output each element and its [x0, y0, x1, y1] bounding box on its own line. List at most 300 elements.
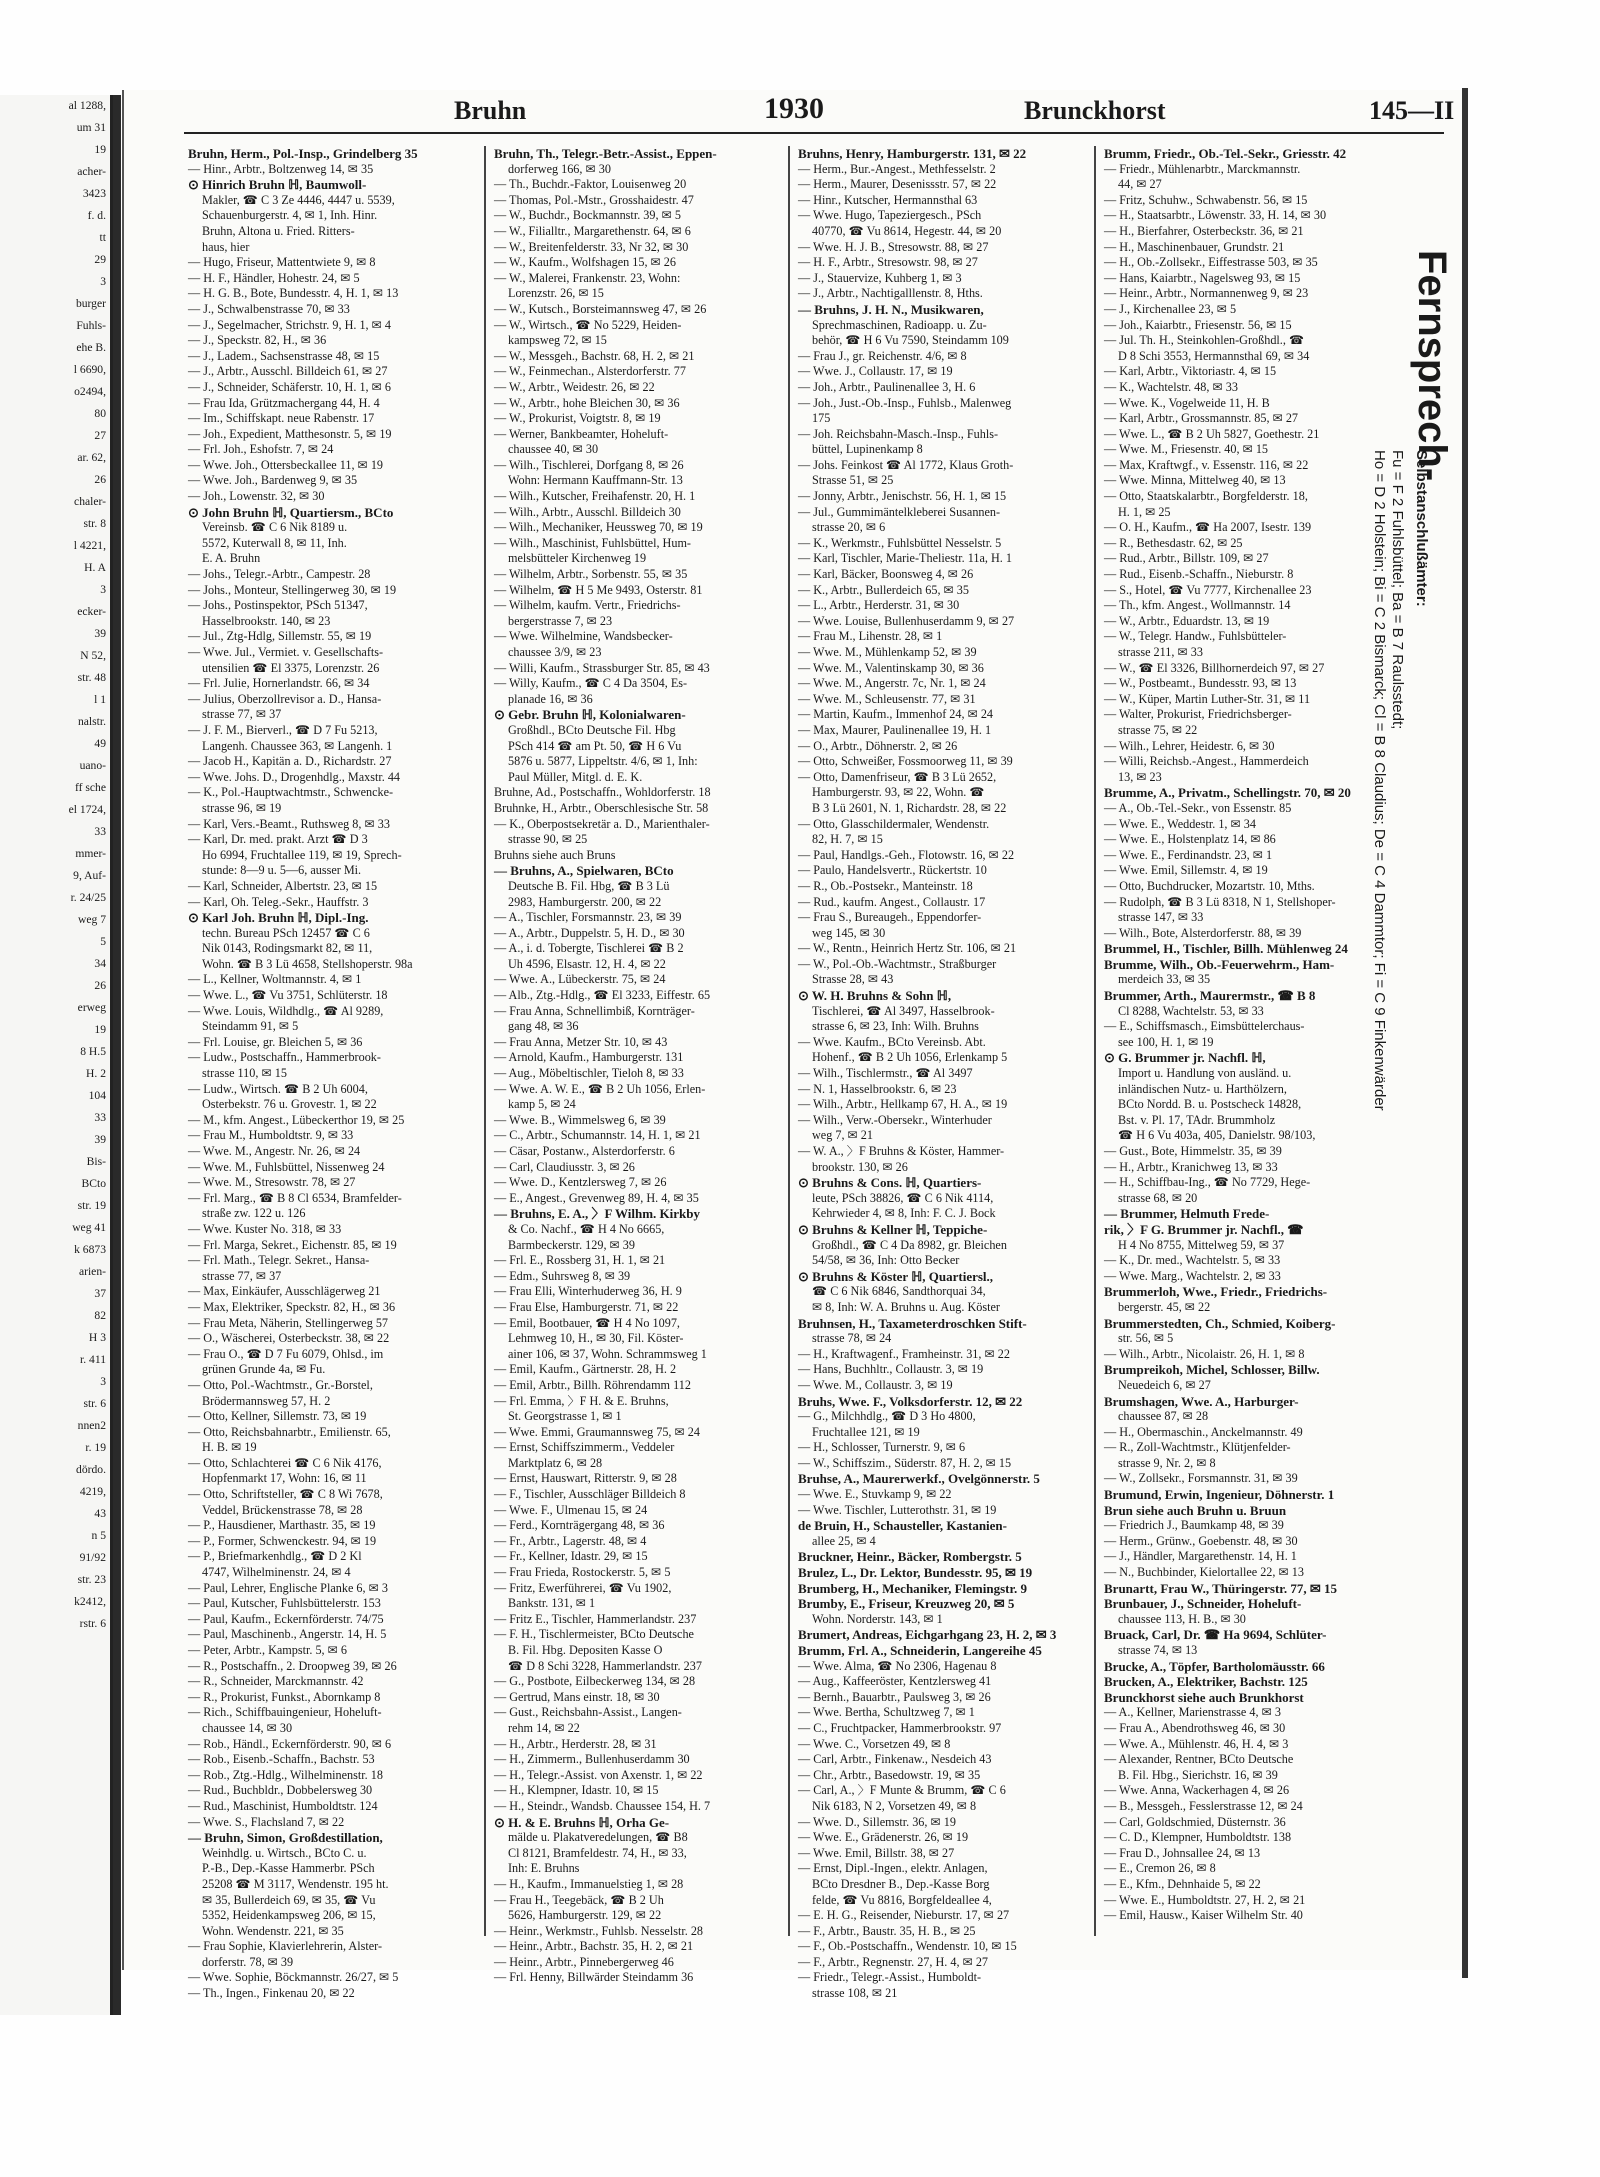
directory-entry: weg 145, ✉ 30: [812, 925, 886, 940]
directory-entry: — Jul., Ztg-Hdlg, Sillemstr. 55, ✉ 19: [188, 629, 372, 644]
directory-entry: — G., Milchhdlg., ☎ D 3 Ho 4800,: [798, 1409, 976, 1424]
directory-entry: — Wwe. Kuster No. 318, ✉ 33: [188, 1221, 342, 1236]
page-edge: [1462, 88, 1468, 1978]
directory-entry: — E., Kfm., Dehnhaide 5, ✉ 22: [1104, 1876, 1261, 1891]
directory-entry: — Carl, Arbtr., Finkenaw., Nesdeich 43: [798, 1752, 992, 1767]
directory-entry: — W., Arbtr., hohe Bleichen 30, ✉ 36: [494, 395, 680, 410]
directory-entry: — Th., Buchdr.-Faktor, Louisenweg 20: [494, 177, 687, 192]
directory-entry: — Heinr., Arbtr., Normannenweg 9, ✉ 23: [1104, 286, 1309, 301]
directory-entry: — Wilh., Bote, Alsterdorferstr. 88, ✉ 39: [1104, 925, 1302, 940]
directory-entry: — Emil, Bootbauer, ☎ H 4 No 1097,: [494, 1315, 680, 1330]
directory-entry: — J., Stauervize, Kuhberg 1, ✉ 3: [798, 270, 962, 285]
directory-entry: — Otto, Schlachterei ☎ C 6 Nik 4176,: [188, 1455, 382, 1470]
telephone-exchange-sidebar: [1371, 250, 1464, 1650]
directory-entry: 5876 u. 5877, Lippeltstr. 4/6, ✉ 1, Inh:: [508, 754, 698, 769]
directory-entry: B. Fil. Hbg., Sierichstr. 16, ✉ 39: [1118, 1767, 1278, 1782]
directory-entry: — Wwe. Minna, Mittelweg 40, ✉ 13: [1104, 473, 1286, 488]
directory-entry: — Wwe. Sophie, Böckmannstr. 26/27, ✉ 5: [188, 1970, 399, 1985]
directory-entry: — Rudolph, ☎ B 3 Lü 8318, N 1, Stellshoper-: [1104, 894, 1336, 909]
directory-entry: — Wwe. L., ☎ B 2 Uh 5827, Goethestr. 21: [1104, 426, 1320, 441]
directory-entry: — Paul, Handlgs.-Geh., Flotowstr. 16, ✉ 22: [798, 847, 1015, 862]
directory-entry: — W., Kaufm., Wolfshagen 15, ✉ 26: [494, 255, 676, 270]
header-rule: [184, 132, 1444, 134]
previous-page-text-fragment: ff sche: [74, 781, 106, 794]
directory-entry: — Willi, Reichsb.-Angest., Hammerdeich: [1104, 754, 1309, 769]
directory-entry: Wohn. Norderstr. 143, ✉ 1: [812, 1611, 943, 1626]
directory-entry: Import u. Handlung von ausländ. u.: [1118, 1066, 1292, 1081]
directory-entry: H 4 No 8755, Mittelweg 59, ✉ 37: [1118, 1237, 1285, 1252]
directory-entry: Brumby, E., Friseur, Kreuzweg 20, ✉ 5: [798, 1596, 1015, 1612]
previous-page-text-fragment: l 6690,: [73, 363, 106, 376]
directory-entry: Brucke, A., Töpfer, Bartholomäusstr. 66: [1104, 1658, 1325, 1674]
directory-entry: — Wilh., Tischlerei, Dorfgang 8, ✉ 26: [494, 457, 684, 472]
directory-entry: — Th., kfm. Angest., Wollmannstr. 14: [1104, 598, 1291, 613]
column-divider: [1094, 146, 1096, 1936]
directory-entry: — Bernh., Bauarbtr., Paulsweg 3, ✉ 26: [798, 1689, 991, 1704]
directory-entry: melsbütteler Kirchenweg 19: [508, 551, 647, 566]
directory-entry: Makler, ☎ C 3 Ze 4446, 4447 u. 5539,: [202, 192, 395, 207]
directory-entry: — Wwe. M., Schleusenstr. 77, ✉ 31: [798, 691, 976, 706]
directory-entry: Nik 6183, N 2, Vorsetzen 49, ✉ 8: [812, 1798, 977, 1813]
directory-entry: — H., Schiffbau-Ing., ☎ No 7729, Hege-: [1104, 1175, 1311, 1190]
previous-page-text-fragment: str. 48: [77, 671, 106, 684]
directory-entry: 175: [812, 411, 831, 426]
directory-entry: strasse 68, ✉ 20: [1118, 1190, 1198, 1205]
directory-entry: — Wwe. Tischler, Lutterothstr. 31, ✉ 19: [798, 1502, 997, 1517]
directory-entry: Großhdl., ☎ C 4 Da 8982, gr. Bleichen: [812, 1237, 1007, 1252]
previous-page-text-fragment: 26: [94, 979, 106, 992]
previous-page-text-fragment: str. 19: [77, 1199, 106, 1212]
directory-entry: — Wwe. Anna, Wackerhagen 4, ✉ 26: [1104, 1783, 1290, 1798]
directory-entry: — A., i. d. Tobergte, Tischlerei ☎ B 2: [494, 941, 684, 956]
directory-entry: — Wwe. J., Collaustr. 17, ✉ 19: [798, 364, 953, 379]
directory-entry: — Rob., Ztg.-Hdlg., Wilhelminenstr. 18: [188, 1767, 383, 1782]
previous-page-text-fragment: r. 24/25: [70, 891, 106, 904]
directory-entry: — Paul, Maschinenb., Angerstr. 14, H. 5: [188, 1627, 387, 1642]
previous-page-text-fragment: um 31: [76, 121, 106, 134]
previous-page-text-fragment: chaler-: [74, 495, 106, 508]
directory-entry: Brumert, Andreas, Eichgarhgang 23, H. 2, ✉ 3: [798, 1627, 1057, 1643]
previous-page-text-fragment: 9, Auf-: [73, 869, 106, 882]
directory-entry: Brumund, Erwin, Ingenieur, Döhnerstr. 1: [1104, 1487, 1335, 1503]
directory-entry: — Frau D., Johnsallee 24, ✉ 13: [1104, 1845, 1261, 1860]
directory-entry: — Bruhns, J. H. N., Musikwaren,: [798, 301, 984, 317]
previous-page-text-fragment: 33: [94, 825, 106, 838]
directory-entry: — W., ☎ El 3326, Billhornerdeich 97, ✉ 27: [1104, 660, 1325, 675]
directory-entry: — Frau Anna, Metzer Str. 10, ✉ 43: [494, 1034, 668, 1049]
directory-entry: — Wwe. Emil, Billstr. 38, ✉ 27: [798, 1845, 955, 1860]
directory-entry: Hopfenmarkt 17, Wohn: 16, ✉ 11: [202, 1471, 367, 1486]
directory-entry: — K., Werkmstr., Fuhlsbüttel Nesselstr. 5: [798, 535, 1002, 550]
directory-entry: ⊙ G. Brummer jr. Nachfl. ℍ,: [1104, 1050, 1266, 1066]
directory-entry: — Wwe. Johs. D., Drogenhdlg., Maxstr. 44: [188, 769, 401, 784]
directory-entry: — W., Arbtr., Eduardstr. 13, ✉ 19: [1104, 613, 1270, 628]
directory-entry: — H., Telegr.-Assist. von Axenstr. 1, ✉ 22: [494, 1767, 703, 1782]
previous-page-text-fragment: 39: [94, 627, 106, 640]
directory-entry: — Frl. Julie, Hornerlandstr. 66, ✉ 34: [188, 676, 370, 691]
directory-entry: büttel, Lupinenkamp 8: [812, 442, 923, 457]
directory-entry: strasse 211, ✉ 33: [1118, 645, 1203, 659]
directory-entry: P.-B., Dep.-Kasse Hammerbr. PSch: [202, 1861, 375, 1876]
directory-entry: — Jul., Gummimäntelkleberei Susannen-: [798, 504, 1001, 519]
directory-entry: — Peter, Arbtr., Kampstr. 5, ✉ 6: [188, 1643, 348, 1657]
directory-entry: — G., Postbote, Eilbeckerweg 134, ✉ 28: [494, 1674, 696, 1689]
directory-entry: see 100, H. 1, ✉ 19: [1118, 1034, 1214, 1049]
directory-entry: planade 16, ✉ 36: [508, 691, 593, 706]
previous-page-text-fragment: burger: [75, 297, 106, 310]
directory-entry: ⊙ Hinrich Bruhn ℍ, Baumwoll-: [188, 177, 367, 193]
directory-entry: — Emil, Hausw., Kaiser Wilhelm Str. 40: [1104, 1908, 1303, 1923]
previous-page-text-fragment: 4219,: [79, 1485, 106, 1498]
directory-entry: — Max, Kraftwgf., v. Essenstr. 116, ✉ 22: [1104, 457, 1309, 472]
directory-entry: — F., Arbtr., Baustr. 35, H. B., ✉ 25: [798, 1923, 976, 1938]
directory-entry: — Karl, Tischler, Marie-Theliestr. 11a, H. 1: [798, 551, 1012, 566]
previous-page-text-fragment: 19: [94, 143, 106, 156]
directory-entry: — Frl. Henny, Billwärder Steindamm 36: [494, 1970, 694, 1985]
directory-entry: — Rich., Schiffbauingenieur, Hoheluft-: [188, 1705, 382, 1720]
sidebar-exchange-list: Ho = D 2 Holstein; Bi = C 2 Bismarck; Cl = B 8 Claudius; De = C 4 Dammtor; Fi = C 9 Finkenwärder: [1371, 450, 1388, 1111]
directory-entry: — P., Briefmarkenhdlg., ☎ D 2 Kl: [188, 1549, 362, 1564]
directory-entry: dorferstr. 78, ✉ 39: [202, 1954, 294, 1969]
previous-page-text-fragment: H 3: [88, 1331, 106, 1344]
directory-entry: — H., Maschinenbauer, Grundstr. 21: [1104, 239, 1285, 254]
directory-entry: — Gust., Bote, Himmelstr. 35, ✉ 39: [1104, 1144, 1282, 1158]
directory-entry: — Rud., kaufm. Angest., Collaustr. 17: [798, 894, 986, 909]
directory-entry: — Aug., Kaffeeröster, Kentzlersweg 41: [798, 1674, 992, 1689]
directory-entry: — Emil, Kaufm., Gärtnerstr. 28, H. 2: [494, 1362, 677, 1377]
directory-entry: — Heinr., Arbtr., Bachstr. 35, H. 2, ✉ 21: [494, 1939, 694, 1954]
directory-entry: — H., Kaufm., Immanuelstieg 1, ✉ 28: [494, 1876, 684, 1891]
directory-entry: Brumshagen, Wwe. A., Harburger-: [1104, 1393, 1299, 1409]
directory-entry: — F. H., Tischlermeister, BCto Deutsche: [494, 1627, 694, 1642]
directory-entry: ☎ C 6 Nik 6846, Sandthorquai 34,: [812, 1284, 986, 1299]
directory-entry: BCto Dresdner B., Dep.-Kasse Borg: [812, 1876, 990, 1891]
directory-entry: — Willi, Kaufm., Strassburger Str. 85, ✉ 43: [494, 660, 710, 675]
directory-entry: strasse 20, ✉ 6: [812, 520, 886, 535]
directory-entry: — Wilh., Kutscher, Freihafenstr. 20, H. 1: [494, 489, 696, 504]
directory-entry: — A., Arbtr., Duppelstr. 5, H. D., ✉ 30: [494, 925, 685, 940]
directory-entry: Bruhn, Altona u. Fried. Ritters-: [202, 223, 355, 238]
directory-entry: — Johs., Postinspektor, PSch 51347,: [188, 598, 368, 613]
previous-page-text-fragment: 82: [94, 1309, 106, 1322]
directory-entry: Lehmweg 10, H., ✉ 30, Fil. Köster-: [508, 1331, 684, 1346]
directory-entry: — H. G. B., Bote, Bundesstr. 4, H. 1, ✉ 13: [188, 286, 399, 301]
directory-entry: behör, ☎ H 6 Vu 7590, Steindamm 109: [812, 333, 1009, 348]
directory-entry: — Arnold, Kaufm., Hamburgerstr. 131: [494, 1050, 684, 1065]
directory-entry: strasse 108, ✉ 21: [812, 1986, 898, 2001]
previous-page-text-fragment: 33: [94, 1111, 106, 1124]
directory-entry: — W., Feinmechan., Alsterdorferstr. 77: [494, 364, 686, 379]
previous-page-text-fragment: 19: [94, 1023, 106, 1036]
directory-entry: — Gust., Reichsbahn-Assist., Langen-: [494, 1705, 682, 1720]
directory-entry: Ho 6994, Fruchtallee 119, ✉ 19, Sprech-: [202, 847, 402, 862]
directory-entry: — Frl. Marga, Sekret., Eichenstr. 85, ✉ 19: [188, 1237, 397, 1252]
directory-entry: Fruchtallee 121, ✉ 19: [812, 1424, 920, 1439]
previous-page-text-fragment: 43: [94, 1507, 106, 1520]
directory-entry: Bruhne, Ad., Postschaffn., Wohldorferstr. 18: [494, 785, 711, 800]
directory-entry: — Wilh., Verw.-Obersekr., Winterhuder: [798, 1112, 992, 1127]
directory-entry: Osterbekstr. 76 u. Grovestr. 1, ✉ 22: [202, 1097, 377, 1112]
directory-column-3: [798, 146, 1088, 2001]
directory-entry: Hamburgerstr. 93, ✉ 22, Wohn. ☎: [812, 785, 985, 800]
directory-entry: — W., Kutsch., Borsteimannsweg 47, ✉ 26: [494, 301, 707, 316]
directory-entry: — Fr., Arbtr., Lagerstr. 48, ✉ 4: [494, 1533, 647, 1548]
directory-entry: Brummer, Arth., Maurermstr., ☎ B 8: [1104, 988, 1316, 1004]
directory-entry: chaussee 113, H. B., ✉ 30: [1118, 1611, 1246, 1626]
directory-entry: strasse 96, ✉ 19: [202, 800, 282, 815]
directory-entry: PSch 414 ☎ am Pt. 50, ☎ H 6 Vu: [508, 738, 682, 753]
directory-entry: ⊙ Gebr. Bruhn ℍ, Kolonialwaren-: [494, 707, 686, 723]
directory-entry: — Willy, Kaufm., ☎ C 4 Da 3504, Es-: [494, 676, 688, 691]
directory-entry: Bst. v. Pl. 17, TAdr. Brummholz: [1118, 1112, 1276, 1127]
previous-page-text-fragment: 37: [94, 1287, 106, 1300]
previous-page-text-fragment: 80: [94, 407, 106, 420]
directory-entry: rik, 〉F G. Brummer jr. Nachfl., ☎: [1104, 1221, 1304, 1237]
directory-entry: — F., Ob.-Postschaffn., Wendenstr. 10, ✉ 15: [798, 1939, 1017, 1954]
directory-entry: ✉ 35, Bullerdeich 69, ✉ 35, ☎ Vu: [202, 1892, 376, 1907]
directory-entry: — Wwe. Emil, Sillemstr. 4, ✉ 19: [1104, 863, 1268, 878]
directory-entry: 25208 ☎ M 3117, Wendenstr. 195 ht.: [202, 1876, 389, 1891]
directory-entry: — Wwe. Louise, Bullenhuserdamm 9, ✉ 27: [798, 613, 1015, 628]
directory-entry: — Wwe. B., Wimmelsweg 6, ✉ 39: [494, 1112, 666, 1127]
directory-entry: ⊙ Bruhns & Köster ℍ, Quartiersl.,: [798, 1268, 994, 1284]
directory-entry: — Wwe. Joh., Bardenweg 9, ✉ 35: [188, 473, 358, 488]
directory-entry: Paul Müller, Mitgl. d. E. K.: [508, 769, 643, 784]
directory-entry: — Herm., Maurer, Desenissstr. 57, ✉ 22: [798, 177, 997, 192]
previous-page-text-fragment: r. 411: [80, 1353, 106, 1366]
book-gutter: [113, 95, 121, 2015]
directory-entry: — Friedrich J., Baumkamp 48, ✉ 39: [1104, 1518, 1284, 1533]
directory-entry: — H., Obermaschin., Anckelmannstr. 49: [1104, 1424, 1303, 1439]
previous-page-text-fragment: N 52,: [80, 649, 106, 662]
directory-entry: Cl 8121, Bramfeldestr. 74, H., ✉ 33,: [508, 1845, 687, 1860]
directory-entry: — Karl, Arbtr., Viktoriastr. 4, ✉ 15: [1104, 364, 1277, 379]
directory-entry: & Co. Nachf., ☎ H 4 No 6665,: [508, 1221, 665, 1236]
directory-entry: Bruack, Carl, Dr. ☎ Ha 9694, Schlüter-: [1104, 1627, 1327, 1643]
directory-entry: Neuedeich 6, ✉ 27: [1118, 1377, 1211, 1392]
directory-entry: — H., Arbtr., Kranichweg 13, ✉ 33: [1104, 1159, 1278, 1174]
previous-page-text-fragment: 3: [100, 275, 106, 288]
directory-page: [122, 90, 1464, 2001]
previous-page-text-fragment: H. 2: [86, 1067, 106, 1080]
directory-entry: Hohenf., ☎ B 2 Uh 1056, Erlenkamp 5: [812, 1050, 1008, 1065]
directory-entry: — Wwe. Louis, Wildhdlg., ☎ Al 9289,: [188, 1003, 384, 1018]
directory-entry: — J., Händler, Margarethenstr. 14, H. 1: [1104, 1549, 1297, 1564]
directory-entry: — J., Ladem., Sachsenstrasse 48, ✉ 15: [188, 348, 380, 363]
directory-entry: — Wwe. Jul., Vermiet. v. Gesellschafts-: [188, 645, 384, 659]
directory-entry: 2983, Hamburgerstr. 200, ✉ 22: [508, 894, 662, 909]
directory-entry: — Frau Anna, Schnellimbiß, Kornträger-: [494, 1003, 695, 1018]
directory-entry: — Heinr., Arbtr., Pinnebergerweg 46: [494, 1954, 674, 1969]
directory-entry: Bruhns siehe auch Bruns: [494, 847, 616, 862]
directory-entry: — Werner, Bankbeamter, Hoheluft-: [494, 426, 669, 441]
directory-entry: — W., Küper, Martin Luther-Str. 31, ✉ 11: [1104, 691, 1311, 706]
directory-entry: ⊙ Bruhns & Cons. ℍ, Quartiers-: [798, 1175, 982, 1191]
directory-entry: — Wilh., Mechaniker, Heussweg 70, ✉ 19: [494, 520, 703, 535]
directory-entry: — W., Messgeh., Bachstr. 68, H. 2, ✉ 21: [494, 348, 695, 363]
previous-page-text-fragment: nnen2: [77, 1419, 106, 1432]
directory-entry: Sprechmaschinen, Radioapp. u. Zu-: [812, 317, 987, 332]
directory-entry: — J., Schwalbenstrasse 70, ✉ 33: [188, 301, 350, 316]
directory-entry: — A., Tischler, Forsmannstr. 23, ✉ 39: [494, 910, 682, 925]
directory-entry: — Fritz E., Tischler, Hammerlandstr. 237: [494, 1611, 697, 1626]
directory-entry: weg 7, ✉ 21: [812, 1128, 873, 1143]
directory-entry: — Max, Einkäufer, Ausschlägerweg 21: [188, 1284, 381, 1299]
directory-entry: — Wwe. Kaufm., BCto Vereinsb. Abt.: [798, 1034, 986, 1049]
directory-entry: — Joh., Expedient, Matthesonstr. 5, ✉ 19: [188, 426, 392, 441]
directory-entry: — Wwe. K., Vogelweide 11, H. B: [1104, 395, 1270, 410]
directory-entry: — Fritz, Schuhw., Schwabenstr. 56, ✉ 15: [1104, 192, 1308, 207]
directory-entry: ⊙ Bruhns & Kellner ℍ, Teppiche-: [798, 1221, 988, 1237]
previous-page-text-fragment: 8 H.5: [80, 1045, 106, 1058]
previous-page-text-fragment: 3423: [82, 187, 106, 200]
directory-column-1: [188, 146, 478, 2001]
directory-entry: — K., Pol.-Hauptwachtmstr., Schwencke-: [188, 785, 394, 800]
directory-entry: — Wwe. M., Stresowstr. 78, ✉ 27: [188, 1175, 356, 1190]
directory-entry: — Emil, Arbtr., Billh. Röhrendamm 112: [494, 1377, 691, 1392]
previous-page-text-fragment: 3: [100, 583, 106, 596]
directory-entry: — Wilhelm, ☎ H 5 Me 9493, Osterstr. 81: [494, 582, 703, 597]
directory-entry: — R., Zoll-Wachtmstr., Klütjenfelder-: [1104, 1440, 1291, 1455]
directory-column-2: [494, 146, 784, 1985]
directory-entry: 54/58, ✉ 36, Inh: Otto Becker: [812, 1253, 960, 1268]
directory-entry: — Frau J., gr. Reichenstr. 4/6, ✉ 8: [798, 348, 967, 363]
directory-entry: — Ernst, Schiffszimmerm., Veddeler: [494, 1440, 675, 1455]
directory-entry: ☎ H 6 Vu 403a, 405, Danielstr. 98/103,: [1118, 1128, 1316, 1143]
directory-entry: — Rob., Eisenb.-Schaffn., Bachstr. 53: [188, 1752, 375, 1767]
directory-entry: — Wwe. D., Kentzlersweg 7, ✉ 26: [494, 1175, 667, 1190]
directory-entry: — R., Bethesdastr. 62, ✉ 25: [1104, 535, 1243, 550]
directory-entry: — N. 1, Hasselbrookstr. 6, ✉ 23: [798, 1081, 957, 1096]
directory-entry: — E. H. G., Reisender, Nieburstr. 17, ✉ 27: [798, 1908, 1010, 1923]
directory-entry: Deutsche B. Fil. Hbg, ☎ B 3 Lü: [508, 878, 670, 893]
previous-page-text-fragment: nalstr.: [77, 715, 106, 728]
directory-entry: — Frl. E., Rossberg 31, H. 1, ✉ 21: [494, 1253, 666, 1268]
directory-entry: — Wwe. E., Ferdinandstr. 23, ✉ 1: [1104, 847, 1273, 862]
directory-entry: Barmbeckerstr. 129, ✉ 39: [508, 1237, 635, 1252]
directory-entry: strasse 110, ✉ 15: [202, 1066, 287, 1081]
previous-page-text-fragment: uano-: [79, 759, 106, 772]
sidebar-subtitle: Selbstanschlußämter:: [1413, 450, 1430, 607]
directory-entry: — Wilh., Tischlermstr., ☎ Al 3497: [798, 1066, 973, 1081]
sidebar-exchange-list: Fu = F 2 Fuhlsbüttel; Ba = B 7 Raulsstedt;: [1389, 450, 1406, 730]
directory-entry: Wohn: Hermann Kauffmann-Str. 13: [508, 473, 683, 488]
previous-page-text-fragment: al 1288,: [68, 99, 106, 112]
directory-entry: straße zw. 122 u. 126: [202, 1206, 306, 1221]
directory-entry: — Frl. Joh., Eshofstr. 7, ✉ 24: [188, 442, 334, 457]
directory-entry: — Karl, Dr. med. prakt. Arzt ☎ D 3: [188, 832, 368, 847]
directory-entry: Bruhns, Henry, Hamburgerstr. 131, ✉ 22: [798, 146, 1027, 161]
directory-entry: — Ludw., Postschaffn., Hammerbrook-: [188, 1050, 381, 1065]
directory-entry: — K., Dr. med., Wachtelstr. 5, ✉ 33: [1104, 1253, 1281, 1268]
directory-entry: chaussee 40, ✉ 30: [508, 442, 599, 457]
directory-entry: — J. F. M., Bierverl., ☎ D 7 Fu 5213,: [188, 722, 378, 737]
directory-entry: — Ernst, Dipl.-Ingen., elektr. Anlagen,: [798, 1861, 988, 1876]
directory-entry: Weinhdlg. u. Wirtsch., BCto C. u.: [202, 1845, 367, 1860]
directory-entry: Bruhnke, H., Arbtr., Oberschlesische Str. 58: [494, 800, 709, 815]
directory-entry: — Karl, Oh. Teleg.-Sekr., Hauffstr. 3: [188, 894, 369, 909]
directory-entry: ⊙ John Bruhn ℍ, Quartiersm., BCto: [188, 504, 394, 520]
directory-entry: Brunckhorst siehe auch Brunkhorst: [1104, 1689, 1304, 1705]
directory-entry: — S., Hotel, ☎ Vu 7777, Kirchenallee 23: [1104, 582, 1312, 597]
directory-entry: — Carl, Claudiusstr. 3, ✉ 26: [494, 1159, 635, 1174]
directory-column-4: [1104, 146, 1394, 1946]
directory-entry: — Ernst, Hauswart, Ritterstr. 9, ✉ 28: [494, 1471, 677, 1486]
directory-entry: B. Fil. Hbg. Depositen Kasse O: [508, 1643, 663, 1657]
directory-entry: — W., Wirtsch., ☎ No 5229, Heiden-: [494, 317, 682, 332]
directory-entry: — O. H., Kaufm., ☎ Ha 2007, Isestr. 139: [1104, 520, 1312, 535]
directory-entry: — Joh., Lowenstr. 32, ✉ 30: [188, 489, 325, 504]
previous-page-text-fragment: 34: [94, 957, 106, 970]
previous-page-text-fragment: 104: [88, 1089, 106, 1102]
directory-entry: bergerstr. 45, ✉ 22: [1118, 1299, 1211, 1314]
directory-entry: — E., Cremon 26, ✉ 8: [1104, 1861, 1216, 1876]
previous-page-text-fragment: str. 8: [83, 517, 106, 530]
directory-entry: 13, ✉ 23: [1118, 769, 1162, 784]
directory-entry: Brunbauer, J., Schneider, Hoheluft-: [1104, 1596, 1302, 1612]
directory-entry: — H., Bierfahrer, Osterbeckstr. 36, ✉ 21: [1104, 223, 1304, 238]
directory-entry: — Frau M., Humboldtstr. 9, ✉ 33: [188, 1128, 354, 1143]
directory-entry: — Bruhn, Simon, Großdestillation,: [188, 1830, 383, 1846]
directory-entry: H. 1, ✉ 25: [1118, 504, 1171, 519]
directory-entry: ⊙ W. H. Bruhns & Sohn ℍ,: [798, 988, 952, 1004]
directory-entry: — Wwe. M., Fuhlsbüttel, Nissenweg 24: [188, 1159, 385, 1174]
directory-entry: D 8 Schi 3553, Hermannsthal 69, ✉ 34: [1118, 348, 1310, 363]
directory-entry: — Johs., Telegr.-Arbtr., Campestr. 28: [188, 567, 371, 582]
directory-entry: — Hugo, Friseur, Mattentwiete 9, ✉ 8: [188, 255, 376, 270]
directory-entry: — Paul, Kutscher, Fuhlsbüttelerstr. 153: [188, 1596, 381, 1611]
directory-entry: — W., Telegr. Handw., Fuhlsbütteler-: [1104, 629, 1287, 644]
directory-entry: rehm 14, ✉ 22: [508, 1720, 580, 1735]
directory-entry: mälde u. Plakatveredelungen, ☎ B8: [508, 1830, 688, 1845]
previous-page-text-fragment: 49: [94, 737, 106, 750]
directory-entry: — W., Schiffszim., Süderstr. 87, H. 2, ✉ 15: [798, 1455, 1012, 1470]
directory-entry: — Hans, Buchhltr., Collaustr. 3, ✉ 19: [798, 1362, 984, 1377]
directory-entry: — O., Arbtr., Döhnerstr. 2, ✉ 26: [798, 738, 958, 753]
directory-entry: de Bruin, H., Schausteller, Kastanien-: [798, 1518, 1007, 1534]
directory-entry: — Karl, Arbtr., Grossmannstr. 85, ✉ 27: [1104, 411, 1299, 426]
directory-entry: — Frl. Emma, 〉F H. & E. Bruhns,: [494, 1393, 669, 1408]
directory-entry: Brödermannsweg 57, H. 2: [202, 1393, 331, 1408]
directory-entry: — W., Postbeamt., Bundesstr. 93, ✉ 13: [1104, 676, 1297, 691]
directory-entry: — Wwe. E., Stuvkamp 9, ✉ 22: [798, 1487, 952, 1502]
directory-entry: Strasse 51, ✉ 25: [812, 473, 894, 488]
directory-entry: — Herm., Grünw., Goebenstr. 48, ✉ 30: [1104, 1533, 1298, 1548]
directory-entry: Brummerstedten, Ch., Schmied, Koiberg-: [1104, 1315, 1336, 1331]
directory-entry: Brunartt, Frau W., Thüringerstr. 77, ✉ 15: [1104, 1580, 1337, 1596]
directory-entry: — R., Ob.-Postsekr., Manteinstr. 18: [798, 878, 973, 893]
directory-entry: utensilien ☎ El 3375, Lorenzstr. 26: [202, 660, 380, 675]
directory-entry: — Aug., Möbeltischler, Tieloh 8, ✉ 33: [494, 1066, 684, 1081]
directory-entry: Bankstr. 131, ✉ 1: [508, 1596, 596, 1611]
previous-page-text-fragment: 91/92: [79, 1551, 106, 1564]
directory-entry: — Wwe. M., Valentinskamp 30, ✉ 36: [798, 660, 984, 675]
directory-entry: Brumme, Wilh., Ob.-Feuerwehrm., Ham-: [1104, 956, 1335, 972]
directory-entry: — W., Filialltr., Margarethenstr. 64, ✉ 6: [494, 223, 691, 238]
previous-page-text-fragment: k 6873: [74, 1243, 106, 1256]
directory-entry: — Max, Elektriker, Speckstr. 82, H., ✉ 36: [188, 1299, 396, 1314]
previous-page-text-fragment: erweg: [77, 1001, 106, 1014]
directory-entry: — C., Arbtr., Schumannstr. 14, H. 1, ✉ 21: [494, 1128, 701, 1143]
directory-entry: — Wilh., Lehrer, Heidestr. 6, ✉ 30: [1104, 738, 1275, 753]
directory-entry: strasse 78, ✉ 24: [812, 1331, 892, 1346]
previous-page-text-fragment: o2494,: [74, 385, 106, 398]
directory-entry: — K., Wachtelstr. 48, ✉ 33: [1104, 379, 1238, 394]
directory-entry: — H., Ob.-Zollsekr., Eiffestrasse 503, ✉ 35: [1104, 255, 1318, 270]
previous-page-text-fragment: n 5: [91, 1529, 106, 1542]
previous-page-text-fragment: rstr. 6: [79, 1617, 106, 1630]
directory-entry: Inh: E. Bruhns: [508, 1861, 580, 1876]
